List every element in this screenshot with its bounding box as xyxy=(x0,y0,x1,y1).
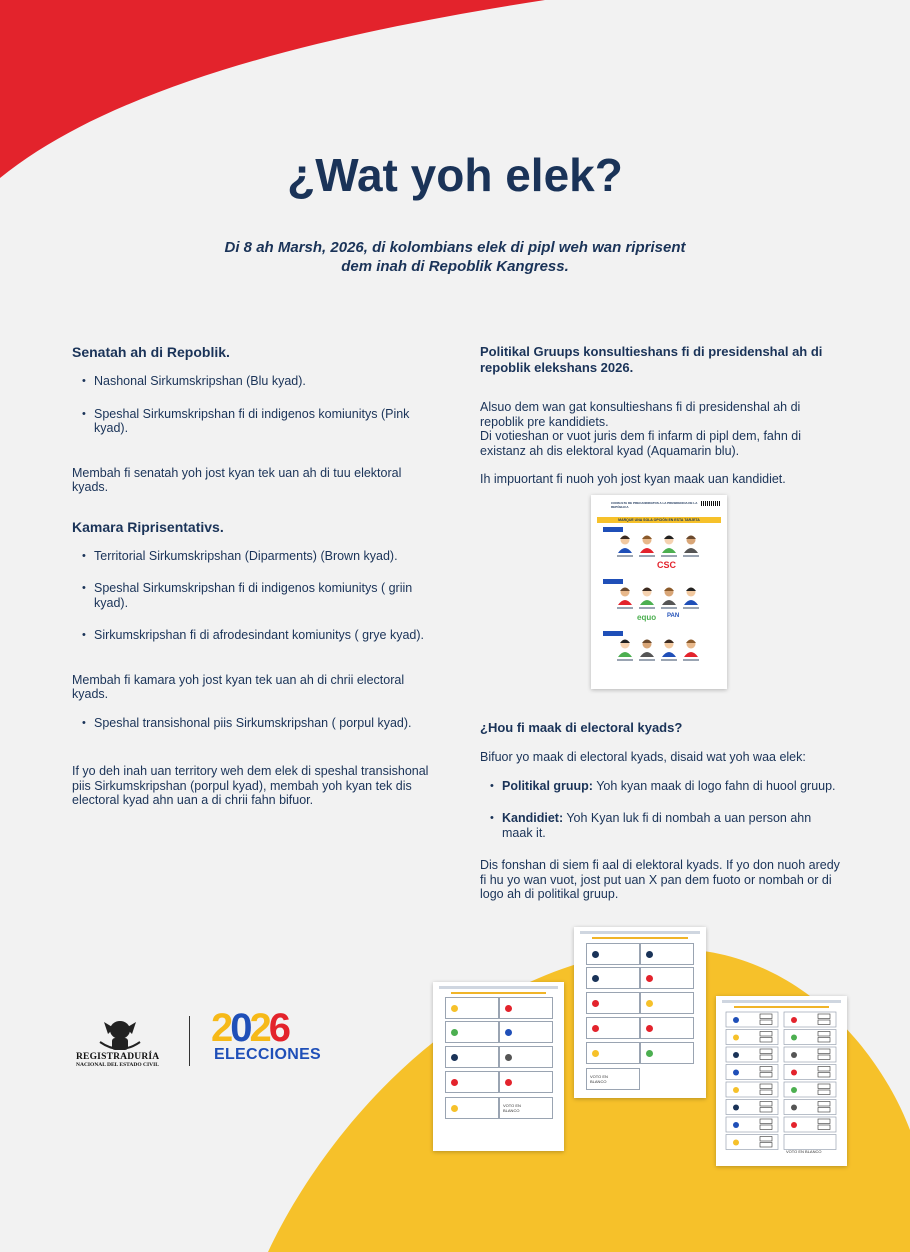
candidate-name-line xyxy=(639,659,655,661)
vote-box xyxy=(760,1038,772,1043)
party-logo-dot xyxy=(646,951,653,958)
vote-box xyxy=(760,1055,772,1060)
vote-box xyxy=(818,1038,830,1043)
howto-intro: Bifuor yo maak di electoral kyads, disaid wat yoh waa elek: xyxy=(480,750,806,764)
vote-box xyxy=(818,1102,830,1107)
candidate-body xyxy=(618,652,632,657)
list-item: • Nashonal Sirkumskripshan (Blu kyad). xyxy=(94,374,432,389)
howto-item-label: Politikal gruup: xyxy=(502,778,593,793)
candidate-hair xyxy=(664,640,674,644)
senate-list xyxy=(72,374,432,436)
party-logo-dot xyxy=(733,1087,739,1093)
senate-ballot-thumbnail xyxy=(433,982,564,1151)
vote-box xyxy=(760,1137,772,1142)
consultation-label xyxy=(603,579,623,584)
ballot-header-bar xyxy=(451,992,546,994)
vote-box xyxy=(818,1049,830,1054)
blank-vote-cell xyxy=(586,1068,640,1090)
consultation-label xyxy=(603,631,623,636)
vote-box xyxy=(818,1073,830,1078)
party-logo-dot xyxy=(451,1079,458,1086)
candidate-body xyxy=(640,652,654,657)
candidate-name-line xyxy=(639,607,655,609)
ballot-instruction-bar: MARQUE UNA SOLA OPCIÓN EN ESTA TARJETA xyxy=(597,517,721,523)
candidate-body xyxy=(640,548,654,553)
candidate-hair xyxy=(642,536,652,540)
page-title: ¿Wat yoh elek? xyxy=(287,149,623,201)
vote-box xyxy=(818,1032,830,1037)
candidate-name-line xyxy=(683,659,699,661)
party-logo-dot xyxy=(592,951,599,958)
party-logo-dot xyxy=(733,1017,739,1023)
candidate-body xyxy=(640,600,654,605)
candidate-grid xyxy=(591,495,727,689)
ballot-title: CONSULTA DE PRECANDIDATOS A LA PRESIDENCIA DE LA REPÚBLICA xyxy=(611,501,698,509)
candidate-name-line xyxy=(683,607,699,609)
chamber-ballot-thumbnail xyxy=(574,927,706,1098)
vote-box xyxy=(818,1084,830,1089)
candidate-name-line xyxy=(661,555,677,557)
candidate-hair xyxy=(642,588,652,592)
vote-box xyxy=(818,1055,830,1060)
vote-box xyxy=(760,1108,772,1113)
elections-wordmark: ELECCIONES xyxy=(214,1046,322,1063)
party-logo-dot xyxy=(646,1050,653,1057)
subtitle-line-1: Di 8 ah Marsh, 2026, di kolombians elek di pipl weh wan riprisent xyxy=(224,239,686,256)
party-logo-dot xyxy=(791,1087,797,1093)
blank-vote-label: VOTO EN BLANCO xyxy=(503,1103,521,1113)
candidate-name-line xyxy=(661,659,677,661)
candidate-body xyxy=(662,600,676,605)
vote-box xyxy=(818,1108,830,1113)
ballot-header-bar xyxy=(592,937,688,939)
year-logo xyxy=(211,1008,288,1048)
party-logo-dot xyxy=(451,1105,458,1112)
candidate-hair xyxy=(686,588,696,592)
party-logo-dot xyxy=(505,1054,512,1061)
vote-box xyxy=(760,1143,772,1148)
howto-list xyxy=(480,779,840,841)
list-item: • Sirkumskripshan fi di afrodesindant komiunitys ( grye kyad). xyxy=(94,628,432,643)
party-logo-dot xyxy=(791,1052,797,1058)
candidate-name-line xyxy=(617,555,633,557)
chamber-note: Membah fi kamara yoh jost kyan tek uan ah di chrii electoral kyads. xyxy=(72,672,405,701)
right-column xyxy=(480,344,840,487)
consult-paragraph-3: Ih impuortant fi nuoh yoh jost kyan maak uan kandidiet. xyxy=(480,472,786,486)
vote-box xyxy=(760,1125,772,1130)
party-logo-pan: PAN xyxy=(667,613,680,619)
territorial-ballot-thumbnail xyxy=(716,996,847,1166)
party-logo-csc: CSC xyxy=(657,560,677,570)
vote-box xyxy=(760,1102,772,1107)
party-logo-dot xyxy=(733,1035,739,1041)
party-logo-dot xyxy=(791,1122,797,1128)
year-digit: 2 xyxy=(211,1006,231,1050)
vote-box xyxy=(818,1119,830,1124)
party-logo-dot xyxy=(791,1105,797,1111)
party-logo-dot xyxy=(505,1029,512,1036)
party-logo-equo: equo xyxy=(637,613,657,622)
party-logo-dot xyxy=(733,1140,739,1146)
chamber-heading: Kamara Riprisentativs. xyxy=(72,518,224,535)
vote-box xyxy=(760,1067,772,1072)
party-logo-dot xyxy=(791,1070,797,1076)
ballot-grid xyxy=(716,996,847,1166)
candidate-name-line xyxy=(617,659,633,661)
candidate-hair xyxy=(642,640,652,644)
list-item: • Speshal transishonal piis Sirkumskripshan ( porpul kyad). xyxy=(94,716,432,731)
howto-note: Dis fonshan di siem fi aal di elektoral kyads. If yo don nuoh aredy fi hu yo wan vuot, jost put uan X pan dem fuoto or nombah or di logo ah di politikal gruup. xyxy=(480,858,840,901)
candidate-body xyxy=(618,548,632,553)
senate-note: Membah fi senatah yoh jost kyan tek uan ah di tuu elektoral kyads. xyxy=(72,465,402,494)
vote-box xyxy=(760,1119,772,1124)
consult-heading: Politikal Gruups konsultieshans fi di presidenshal ah di repoblik elekshans 2026. xyxy=(480,344,823,375)
party-logo-dot xyxy=(733,1122,739,1128)
peace-note: If yo deh inah uan territory weh dem elek di speshal transishonal piis Sirkumskripshan (porpul kyad), membah yoh kyan tek dis electoral kyad ahn uan a di chrii fahn bifuor. xyxy=(72,764,429,807)
vote-box xyxy=(760,1084,772,1089)
vote-box xyxy=(818,1014,830,1019)
chamber-list xyxy=(72,549,432,643)
blank-vote-label: VOTO EN BLANCO xyxy=(786,1149,822,1154)
vote-box xyxy=(760,1032,772,1037)
vote-box xyxy=(760,1020,772,1025)
party-logo-dot xyxy=(733,1070,739,1076)
candidate-hair xyxy=(664,536,674,540)
party-logo-dot xyxy=(733,1052,739,1058)
consult-paragraph-1: Alsuo dem wan gat konsultieshans fi di presidenshal ah di repoblik pre kandidiets. xyxy=(480,400,801,429)
party-logo-dot xyxy=(646,1025,653,1032)
candidate-body xyxy=(618,600,632,605)
party-logo-dot xyxy=(791,1017,797,1023)
blank-vote-cell xyxy=(499,1097,553,1119)
candidate-body xyxy=(662,548,676,553)
candidate-hair xyxy=(620,640,630,644)
year-digit: 6 xyxy=(268,1006,288,1050)
senate-heading: Senatah ah di Repoblik. xyxy=(72,344,230,360)
blank-vote-label: VOTO EN BLANCO xyxy=(590,1074,608,1084)
party-logo-dot xyxy=(592,1000,599,1007)
howto-item-text: Yoh Kyan luk fi di nombah a uan person ahn maak it. xyxy=(502,811,812,840)
list-item: • Territorial Sirkumskripshan (Diparments) (Brown kyad). xyxy=(94,549,432,564)
candidate-name-line xyxy=(661,607,677,609)
party-logo-dot xyxy=(733,1105,739,1111)
list-item: • Speshal Sirkumskripshan fi di indigenos komiunitys (Pink kyad). xyxy=(94,407,432,436)
ballot-header xyxy=(439,986,558,989)
consultation-ballot-image xyxy=(591,495,727,689)
candidate-hair xyxy=(620,588,630,592)
party-logo-dot xyxy=(505,1005,512,1012)
party-logo-dot xyxy=(505,1079,512,1086)
year-digit: 2 xyxy=(249,1006,269,1050)
candidate-name-line xyxy=(683,555,699,557)
year-digit: 0 xyxy=(230,1006,250,1050)
candidate-name-line xyxy=(639,555,655,557)
vote-box xyxy=(760,1014,772,1019)
registry-subtitle: NACIONAL DEL ESTADO CIVIL xyxy=(76,1062,159,1068)
candidate-hair xyxy=(686,536,696,540)
howto-item-label: Kandidiet: xyxy=(502,811,564,825)
vote-box xyxy=(818,1067,830,1072)
vote-box xyxy=(760,1049,772,1054)
candidate-name-line xyxy=(617,607,633,609)
logo-divider xyxy=(189,1016,190,1066)
vote-box xyxy=(760,1090,772,1095)
party-logo-dot xyxy=(451,1054,458,1061)
party-logo-dot xyxy=(646,975,653,982)
vote-box xyxy=(818,1090,830,1095)
vote-box xyxy=(760,1073,772,1078)
consult-paragraph-2: Di votieshan or vuot juris dem fi infarm di pipl dem, fahn di existanz ah dis elektoral kyad (Aquamarin blu). xyxy=(480,429,801,458)
howto-section xyxy=(480,720,840,902)
party-logo-dot xyxy=(646,1000,653,1007)
party-logo-dot xyxy=(592,1050,599,1057)
candidate-hair xyxy=(664,588,674,592)
list-item xyxy=(502,779,840,794)
ballot-header xyxy=(580,931,700,934)
ballot-cell xyxy=(784,1135,836,1150)
registry-name: REGISTRADURÍA xyxy=(76,1052,160,1062)
party-logo-dot xyxy=(451,1005,458,1012)
vote-box xyxy=(818,1125,830,1130)
vote-box xyxy=(818,1020,830,1025)
howto-heading: ¿Hou fi maak di electoral kyads? xyxy=(480,720,683,735)
candidate-body xyxy=(662,652,676,657)
left-column xyxy=(72,344,432,808)
candidate-body xyxy=(684,600,698,605)
list-item: • Speshal Sirkumskripshan fi di indigenos komiunitys ( griin kyad). xyxy=(94,581,432,610)
party-logo-dot xyxy=(592,1025,599,1032)
page-subtitle xyxy=(170,238,740,276)
subtitle-line-2: dem inah di Repoblik Kangress. xyxy=(341,258,569,275)
list-item xyxy=(502,811,840,840)
party-logo-dot xyxy=(791,1035,797,1041)
peace-list xyxy=(72,716,432,731)
candidate-hair xyxy=(686,640,696,644)
howto-item-text: Yoh kyan maak di logo fahn di huool gruup. xyxy=(592,778,836,793)
party-logo-dot xyxy=(451,1029,458,1036)
candidate-body xyxy=(684,548,698,553)
candidate-hair xyxy=(620,536,630,540)
candidate-body xyxy=(684,652,698,657)
consultation-label xyxy=(603,527,623,532)
party-logo-dot xyxy=(592,975,599,982)
